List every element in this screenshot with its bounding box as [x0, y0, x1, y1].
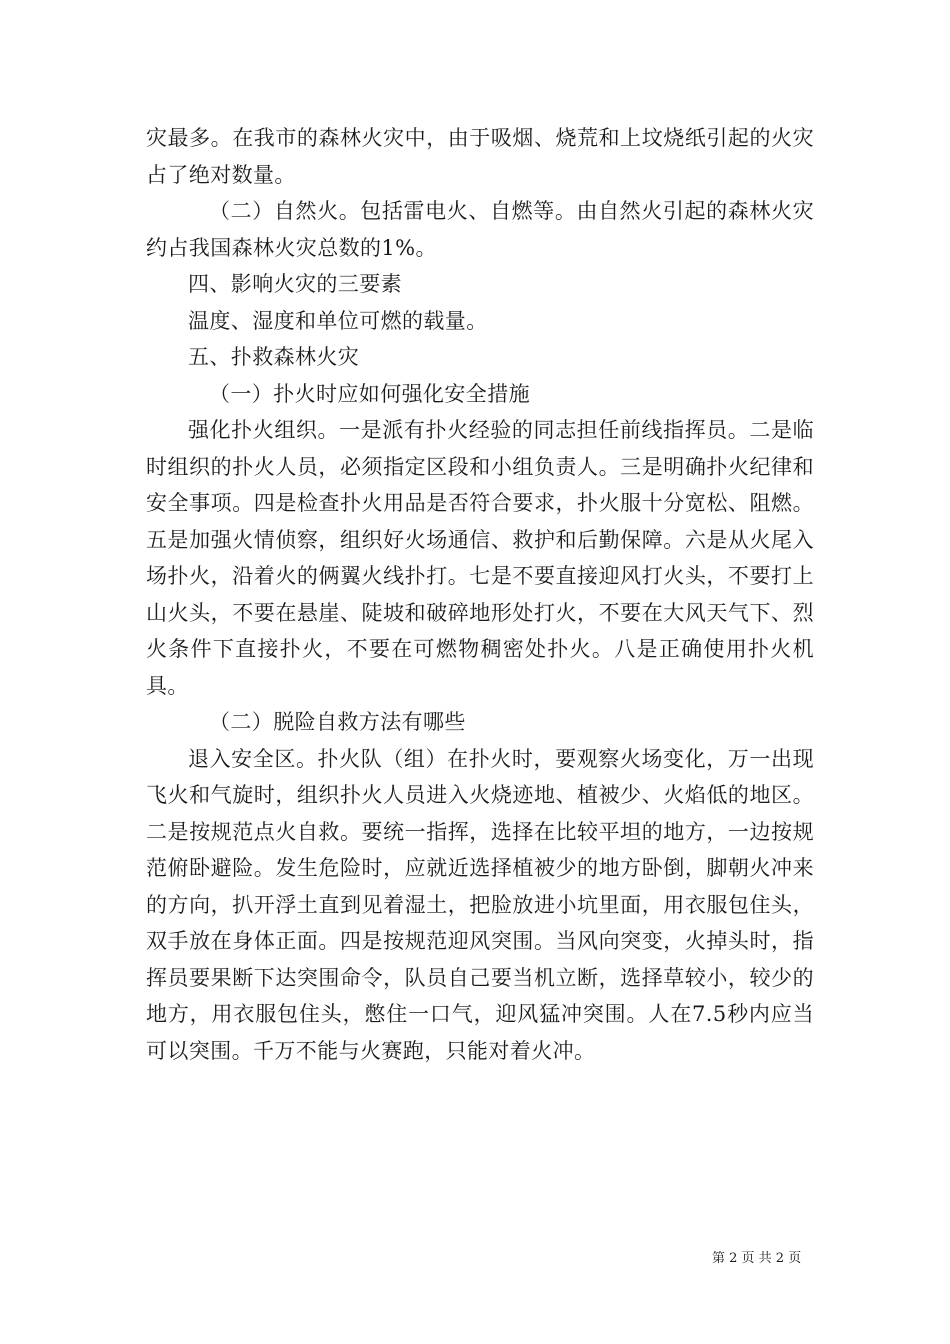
subheading-1: （一）扑火时应如何强化安全措施 [209, 381, 530, 406]
subheading-2: （二）脱险自救方法有哪些 [209, 710, 466, 734]
paragraph-1: 灾最多。在我市的森林火灾中，由于吸烟、烧荒和上坟烧纸引起的火灾占了绝对数量。 [146, 126, 814, 187]
document-body [146, 120, 814, 1069]
paragraph-2: （二）自然火。包括雷电火、自燃等。由自然火引起的森林火灾约占我国森林火灾总数的1%。 [146, 199, 814, 260]
paragraph-9: 退入安全区。扑火队（组）在扑火时，要观察火场变化，万一出现飞火和气旋时，组织扑火人员进入火烧迹地、植被少、火焰低的地区。二是按规范点火自救。要统一指挥，选择在比较平坦的地方，一边按规范俯卧避险。发生危险时，应就近选择植被少的地方卧倒，脚朝火冲来的方向，扒开浮土直到见着湿土，把脸放进小坑里面，用衣服包住头，双手放在身体正面。四是按规范迎风突围。当风向突变，火掉头时，指挥员要果断下达突围命令，队员自己要当机立断，选择草较小，较少的地方，用衣服包住头，憋住一口气，迎风猛冲突围。人在7.5秒内应当可以突围。千万不能与火赛跑，只能对着火冲。 [146, 746, 814, 1063]
section-heading-five: 五、扑救森林火灾 [188, 345, 360, 369]
paragraph-4: 温度、湿度和单位可燃的载量。 [188, 308, 488, 333]
section-heading-four: 四、影响火灾的三要素 [188, 272, 402, 296]
page-number-footer: 第 2 页 共 2 页 [712, 1251, 802, 1266]
paragraph-7: 强化扑火组织。一是派有扑火经验的同志担任前线指挥员。二是临时组织的扑火人员，必须指定区段和小组负责人。三是明确扑火纪律和安全事项。四是检查扑火用品是否符合要求，扑火服十分宽松、阻燃。五是加强火情侦察，组织好火场通信、救护和后勤保障。六是从火尾入场扑火，沿着火的俩翼火线扑打。七是不要直接迎风打火头，不要打上山火头，不要在悬崖、陡坡和破碎地形处打火，不要在大风天气下、烈火条件下直接扑火，不要在可燃物稠密处扑火。八是正确使用扑火机具。 [146, 418, 814, 698]
